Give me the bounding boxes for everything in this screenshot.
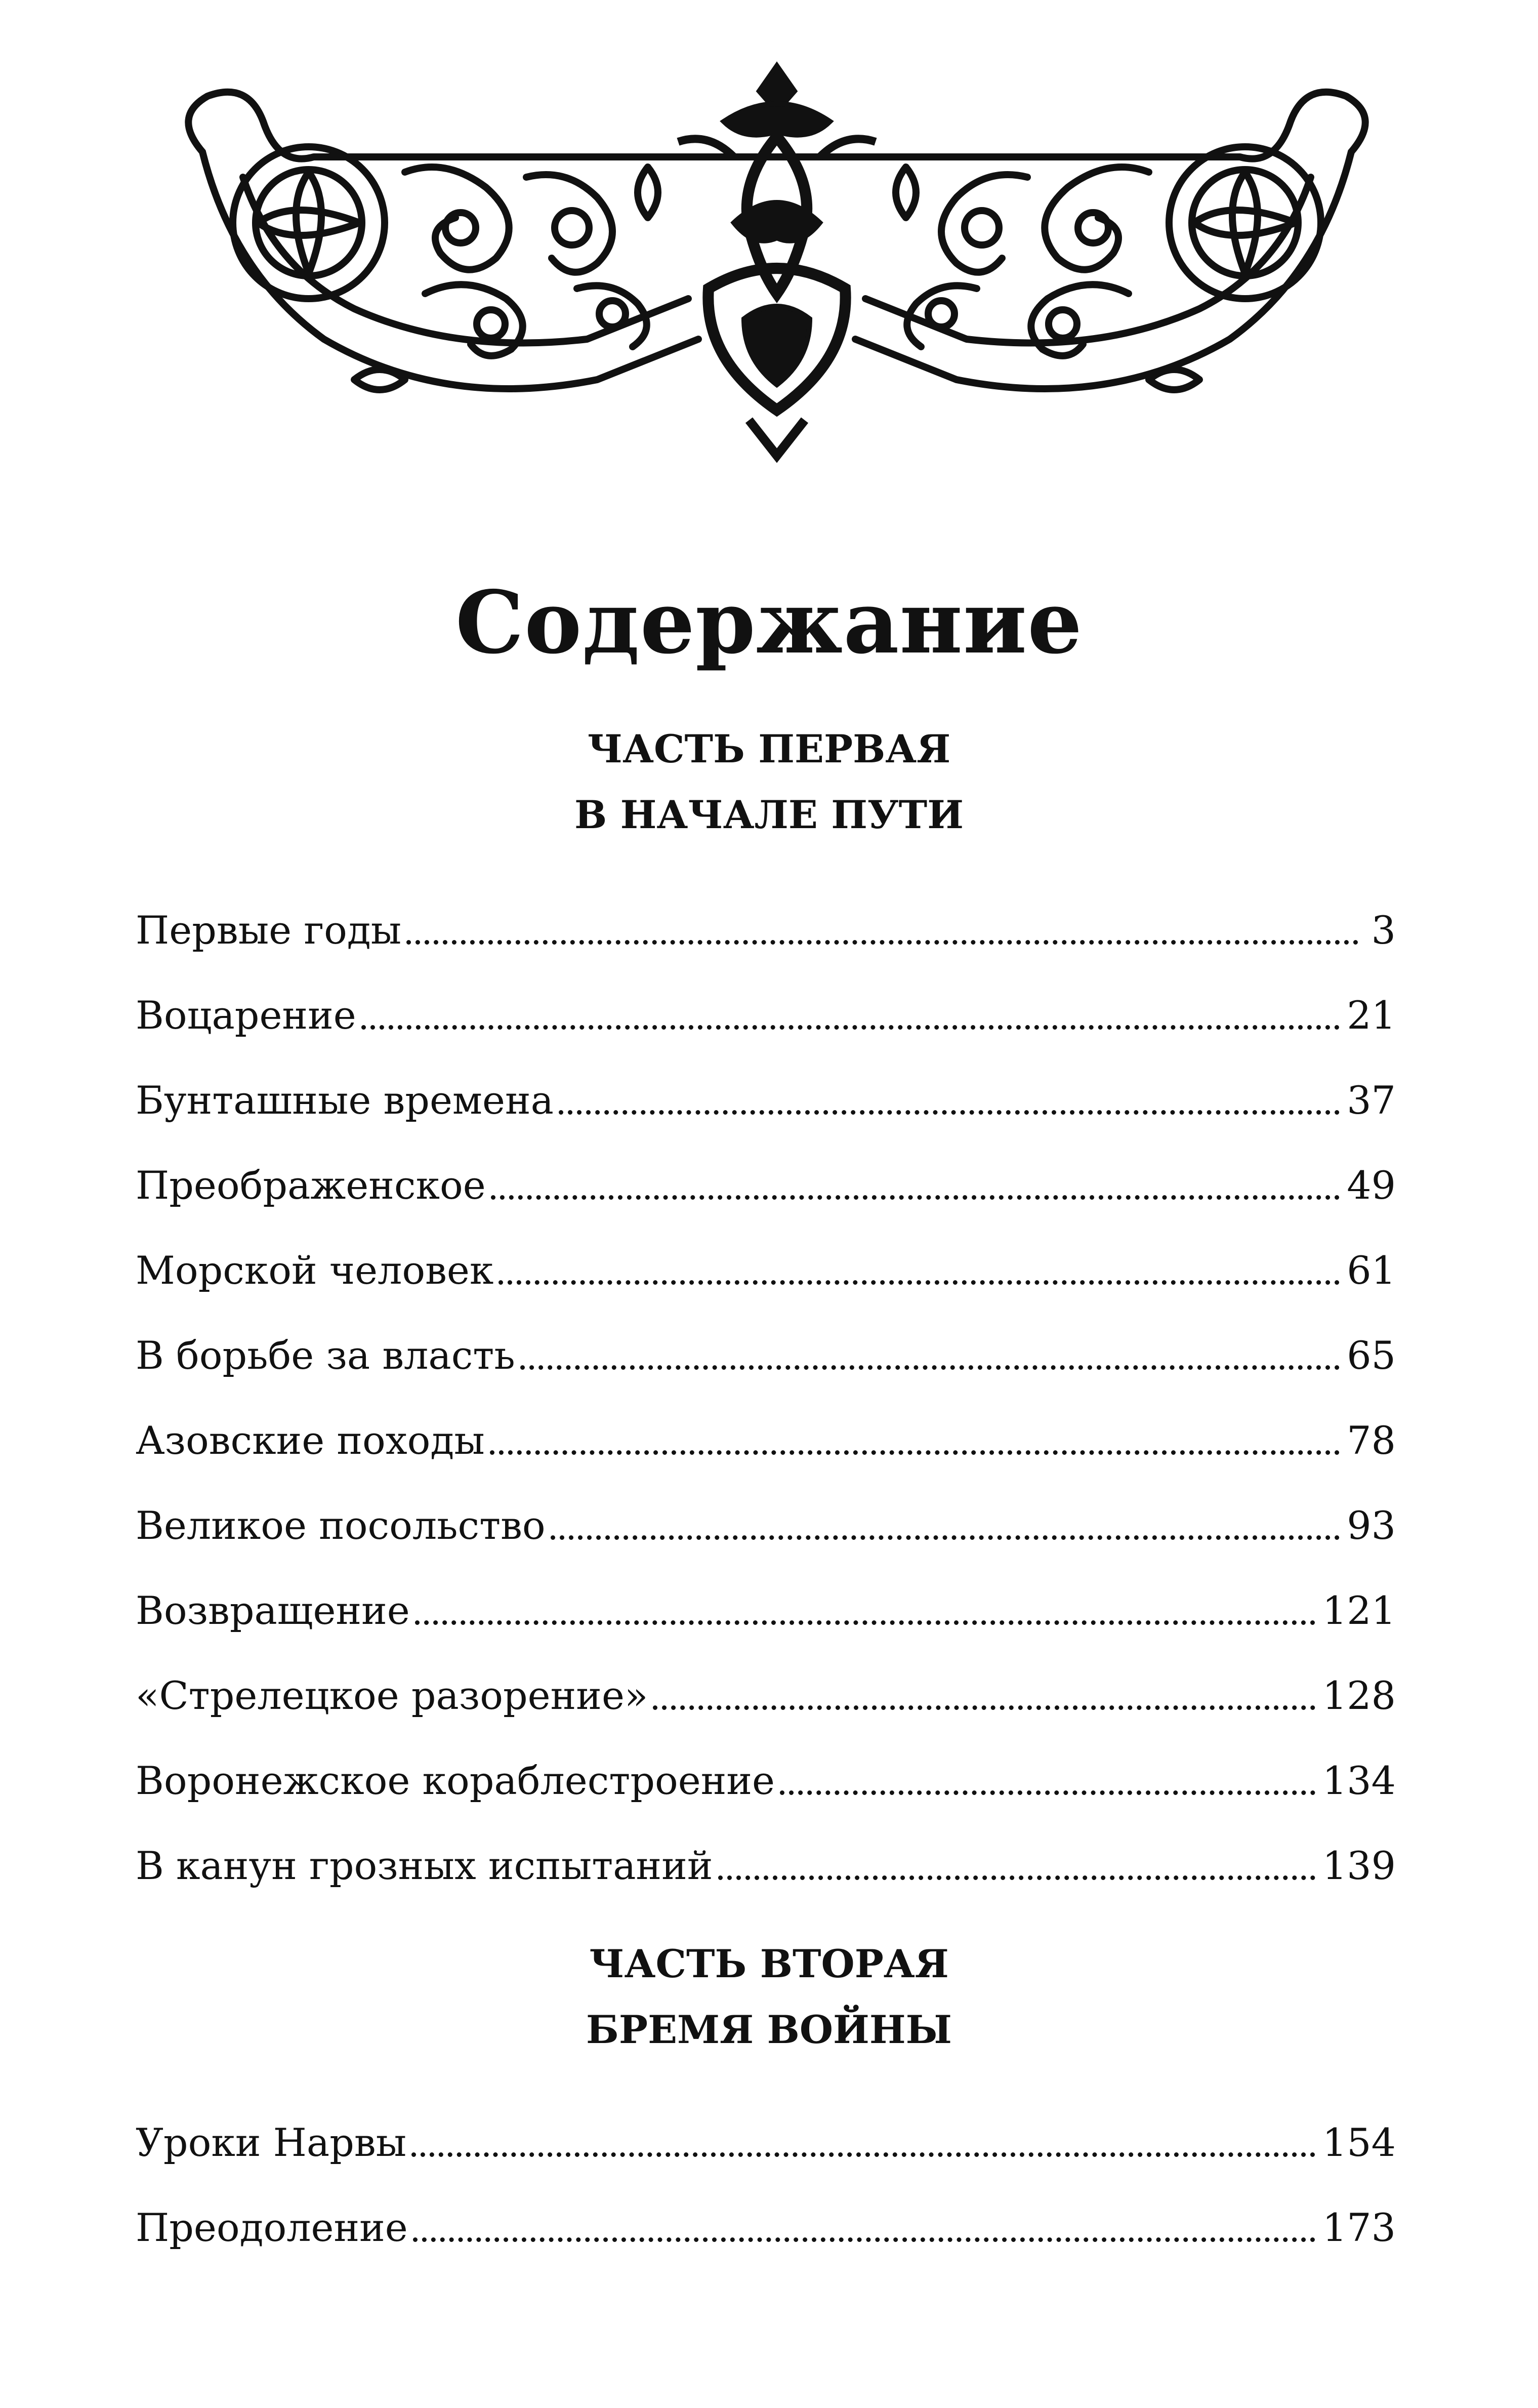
toc-entry-page: 93: [1347, 1503, 1396, 1548]
toc-entry[interactable]: [136, 1466, 1396, 1551]
toc-entry[interactable]: [136, 2083, 1396, 2168]
dot-leader: [490, 1450, 1340, 1455]
dot-leader: [361, 1025, 1340, 1030]
dot-leader: [498, 1280, 1340, 1285]
toc-part-1: [136, 871, 1396, 1891]
toc-entry-page: 65: [1347, 1333, 1396, 1378]
toc-entry-title: В борьбе за власть: [136, 1333, 515, 1378]
dot-leader: [551, 1535, 1340, 1540]
toc-entry[interactable]: [136, 1296, 1396, 1381]
dot-leader: [653, 1705, 1315, 1710]
dot-leader: [559, 1110, 1340, 1115]
toc-entry[interactable]: [136, 1721, 1396, 1806]
header-ornament: [142, 56, 1412, 511]
part-1-number: ЧАСТЬ ПЕРВАЯ: [587, 726, 951, 771]
toc-entry-title: «Стрелецкое разорение»: [136, 1673, 648, 1718]
toc-entry[interactable]: [136, 1806, 1396, 1891]
toc-entry[interactable]: [136, 1211, 1396, 1296]
toc-entry-title: Бунташные времена: [136, 1078, 554, 1123]
toc-entry-title: Азовские походы: [136, 1418, 485, 1463]
toc-entry[interactable]: [136, 2168, 1396, 2253]
toc-part-2: [136, 2083, 1396, 2253]
toc-entry[interactable]: [136, 1381, 1396, 1466]
toc-entry-page: 134: [1322, 1758, 1396, 1803]
toc-entry[interactable]: [136, 871, 1396, 956]
toc-entry[interactable]: [136, 1041, 1396, 1126]
dot-leader: [491, 1195, 1340, 1200]
dot-leader: [411, 2152, 1315, 2157]
dot-leader: [406, 940, 1358, 945]
toc-entry[interactable]: [136, 1551, 1396, 1636]
toc-entry-page: 21: [1347, 993, 1396, 1038]
dot-leader: [520, 1365, 1340, 1370]
toc-entry-page: 61: [1347, 1248, 1396, 1293]
toc-entry-title: Преображенское: [136, 1163, 486, 1208]
toc-entry-title: Морской человек: [136, 1248, 494, 1293]
page-title: Содержание: [455, 572, 1083, 673]
dot-leader: [780, 1790, 1315, 1795]
part-1-name: В НАЧАЛЕ ПУТИ: [574, 792, 964, 837]
toc-entry[interactable]: [136, 1126, 1396, 1211]
dot-leader: [413, 2237, 1315, 2242]
toc-entry-page: 121: [1322, 1588, 1396, 1633]
part-2-name: БРЕМЯ ВОЙНЫ: [586, 2007, 952, 2052]
dot-leader: [415, 1620, 1315, 1625]
toc-entry[interactable]: [136, 1636, 1396, 1721]
toc-entry[interactable]: [136, 956, 1396, 1041]
toc-entry-title: В канун грозных испытаний: [136, 1843, 713, 1888]
toc-entry-page: 49: [1347, 1163, 1396, 1208]
toc-entry-title: Возвращение: [136, 1588, 410, 1633]
toc-entry-title: Воцарение: [136, 993, 356, 1038]
toc-entry-page: 78: [1347, 1418, 1396, 1463]
toc-entry-title: Воронежское кораблестроение: [136, 1758, 775, 1803]
toc-entry-page: 154: [1322, 2120, 1396, 2165]
toc-entry-title: Преодоление: [136, 2205, 408, 2250]
toc-entry-page: 139: [1322, 1843, 1396, 1888]
dot-leader: [718, 1875, 1315, 1880]
toc-entry-title: Великое посольство: [136, 1503, 546, 1548]
toc-entry-title: Первые годы: [136, 908, 402, 953]
toc-entry-page: 173: [1322, 2205, 1396, 2250]
toc-entry-title: Уроки Нарвы: [136, 2120, 407, 2165]
toc-entry-page: 128: [1322, 1673, 1396, 1718]
part-2-number: ЧАСТЬ ВТОРАЯ: [589, 1941, 949, 1986]
toc-entry-page: 3: [1371, 908, 1396, 953]
toc-entry-page: 37: [1347, 1078, 1396, 1123]
